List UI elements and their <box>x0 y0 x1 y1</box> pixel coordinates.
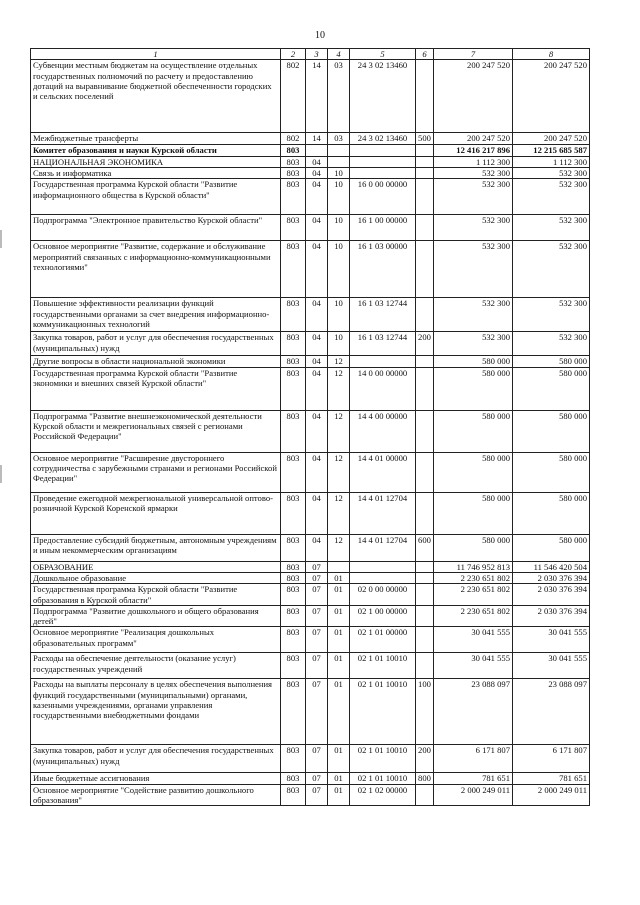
amount-year-1: 532 300 <box>434 179 513 215</box>
amount-year-2: 781 651 <box>513 773 590 784</box>
row-name: Закупка товаров, работ и услуг для обеспечения государственных (муниципальных) нужд <box>31 332 281 356</box>
subsection-code: 01 <box>328 584 350 606</box>
amount-year-2: 580 000 <box>513 452 590 492</box>
row-name: Связь и информатика <box>31 167 281 178</box>
expense-type-code <box>416 60 434 133</box>
amount-year-2: 6 171 807 <box>513 745 590 773</box>
target-article-code: 16 1 03 12744 <box>350 332 416 356</box>
table-row <box>31 144 590 156</box>
department-code: 803 <box>281 332 306 356</box>
department-code: 803 <box>281 584 306 606</box>
table-row <box>31 561 590 572</box>
department-code: 802 <box>281 60 306 133</box>
expense-type-code: 800 <box>416 773 434 784</box>
section-code: 07 <box>306 784 328 806</box>
section-code: 07 <box>306 572 328 583</box>
page-number: 10 <box>315 30 325 41</box>
department-code: 803 <box>281 605 306 627</box>
expense-type-code <box>416 179 434 215</box>
amount-year-2: 200 247 520 <box>513 133 590 144</box>
table-row <box>31 60 590 133</box>
amount-year-2: 532 300 <box>513 241 590 298</box>
amount-year-2: 200 247 520 <box>513 60 590 133</box>
section-code: 07 <box>306 605 328 627</box>
target-article-code: 24 3 02 13460 <box>350 60 416 133</box>
target-article-code <box>350 572 416 583</box>
expense-type-code <box>416 410 434 452</box>
section-code: 14 <box>306 60 328 133</box>
table-row <box>31 156 590 167</box>
expense-type-code <box>416 356 434 367</box>
target-article-code: 02 1 01 10010 <box>350 773 416 784</box>
column-header: 3 <box>306 49 328 60</box>
column-header: 8 <box>513 49 590 60</box>
table-row <box>31 367 590 410</box>
expense-type-code: 200 <box>416 332 434 356</box>
amount-year-2: 23 088 097 <box>513 679 590 745</box>
amount-year-1: 200 247 520 <box>434 60 513 133</box>
table-row <box>31 773 590 784</box>
department-code: 803 <box>281 534 306 561</box>
target-article-code: 24 3 02 13460 <box>350 133 416 144</box>
amount-year-1: 580 000 <box>434 356 513 367</box>
expense-type-code <box>416 627 434 653</box>
amount-year-1: 781 651 <box>434 773 513 784</box>
subsection-code: 10 <box>328 241 350 298</box>
row-name: Государственная программа Курской области "Развитие информационного общества в Курской области" <box>31 179 281 215</box>
amount-year-1: 2 230 651 802 <box>434 605 513 627</box>
department-code: 803 <box>281 745 306 773</box>
target-article-code: 02 1 01 10010 <box>350 653 416 679</box>
amount-year-1: 580 000 <box>434 367 513 410</box>
section-code: 04 <box>306 356 328 367</box>
row-name: Субвенции местным бюджетам на осуществление отдельных государственных полномочий по расчету и предоставлению дотаций на выравнивание бюджетной обеспеченности городских и сельских поселений <box>31 60 281 133</box>
expense-type-code <box>416 572 434 583</box>
section-code: 04 <box>306 298 328 332</box>
expense-type-code: 600 <box>416 534 434 561</box>
amount-year-2: 2 030 376 394 <box>513 584 590 606</box>
section-code: 04 <box>306 167 328 178</box>
subsection-code: 12 <box>328 492 350 534</box>
target-article-code: 14 0 00 00000 <box>350 367 416 410</box>
amount-year-2: 532 300 <box>513 332 590 356</box>
amount-year-1: 580 000 <box>434 492 513 534</box>
column-header: 2 <box>281 49 306 60</box>
subsection-code: 12 <box>328 534 350 561</box>
department-code: 803 <box>281 561 306 572</box>
target-article-code <box>350 356 416 367</box>
target-article-code: 02 1 01 00000 <box>350 627 416 653</box>
amount-year-1: 23 088 097 <box>434 679 513 745</box>
amount-year-1: 11 746 952 813 <box>434 561 513 572</box>
expense-type-code <box>416 492 434 534</box>
section-code: 04 <box>306 492 328 534</box>
section-code: 07 <box>306 653 328 679</box>
subsection-code: 03 <box>328 133 350 144</box>
section-code: 04 <box>306 215 328 241</box>
amount-year-1: 532 300 <box>434 241 513 298</box>
expense-type-code <box>416 584 434 606</box>
section-code: 04 <box>306 367 328 410</box>
amount-year-2: 30 041 555 <box>513 627 590 653</box>
table-row <box>31 179 590 215</box>
amount-year-1: 580 000 <box>434 452 513 492</box>
column-header: 6 <box>416 49 434 60</box>
target-article-code <box>350 561 416 572</box>
row-name: Межбюджетные трансферты <box>31 133 281 144</box>
section-code <box>306 144 328 156</box>
amount-year-2: 532 300 <box>513 215 590 241</box>
target-article-code <box>350 156 416 167</box>
amount-year-1: 532 300 <box>434 215 513 241</box>
department-code: 803 <box>281 452 306 492</box>
subsection-code: 12 <box>328 452 350 492</box>
subsection-code: 12 <box>328 410 350 452</box>
subsection-code: 01 <box>328 653 350 679</box>
target-article-code: 14 4 00 00000 <box>350 410 416 452</box>
department-code: 803 <box>281 367 306 410</box>
row-name: Основное мероприятие "Реализация дошкольных образовательных программ" <box>31 627 281 653</box>
department-code: 803 <box>281 179 306 215</box>
amount-year-2: 532 300 <box>513 298 590 332</box>
table-row <box>31 605 590 627</box>
subsection-code: 01 <box>328 572 350 583</box>
subsection-code: 01 <box>328 627 350 653</box>
target-article-code <box>350 167 416 178</box>
expense-type-code <box>416 298 434 332</box>
row-name: Другие вопросы в области национальной экономики <box>31 356 281 367</box>
row-name: Подпрограмма "Развитие дошкольного и общего образования детей" <box>31 605 281 627</box>
table-row <box>31 241 590 298</box>
subsection-code: 10 <box>328 179 350 215</box>
amount-year-1: 580 000 <box>434 410 513 452</box>
expense-type-code: 500 <box>416 133 434 144</box>
table-row <box>31 167 590 178</box>
subsection-code: 10 <box>328 167 350 178</box>
amount-year-2: 12 215 685 587 <box>513 144 590 156</box>
subsection-code: 01 <box>328 605 350 627</box>
section-code: 04 <box>306 179 328 215</box>
amount-year-2: 580 000 <box>513 492 590 534</box>
amount-year-1: 2 230 651 802 <box>434 584 513 606</box>
department-code: 803 <box>281 144 306 156</box>
section-code: 04 <box>306 156 328 167</box>
row-name: Комитет образования и науки Курской области <box>31 144 281 156</box>
section-code: 07 <box>306 584 328 606</box>
row-name: Проведение ежегодной межрегиональной универсальной оптово-розничной Курской Коренской ярмарки <box>31 492 281 534</box>
target-article-code: 14 4 01 12704 <box>350 534 416 561</box>
amount-year-2: 2 030 376 394 <box>513 605 590 627</box>
target-article-code: 14 4 01 12704 <box>350 492 416 534</box>
target-article-code: 02 1 02 00000 <box>350 784 416 806</box>
row-name: Подпрограмма "Электронное правительство Курской области" <box>31 215 281 241</box>
amount-year-2: 11 546 420 504 <box>513 561 590 572</box>
target-article-code: 02 1 01 10010 <box>350 679 416 745</box>
department-code: 803 <box>281 773 306 784</box>
department-code: 803 <box>281 653 306 679</box>
amount-year-2: 2 030 376 394 <box>513 572 590 583</box>
target-article-code: 16 1 03 00000 <box>350 241 416 298</box>
subsection-code: 10 <box>328 332 350 356</box>
expense-type-code <box>416 452 434 492</box>
expense-type-code <box>416 561 434 572</box>
subsection-code: 10 <box>328 215 350 241</box>
expense-type-code <box>416 167 434 178</box>
scan-edge-mark <box>0 465 2 483</box>
section-code: 04 <box>306 410 328 452</box>
subsection-code <box>328 561 350 572</box>
amount-year-1: 2 000 249 011 <box>434 784 513 806</box>
amount-year-2: 580 000 <box>513 356 590 367</box>
expense-type-code <box>416 605 434 627</box>
row-name: Повышение эффективности реализации функций государственными органами за счет внедрения информационно-коммуникационных технологий <box>31 298 281 332</box>
department-code: 803 <box>281 356 306 367</box>
target-article-code <box>350 144 416 156</box>
expense-type-code <box>416 215 434 241</box>
subsection-code: 01 <box>328 773 350 784</box>
section-code: 04 <box>306 534 328 561</box>
target-article-code: 02 1 00 00000 <box>350 605 416 627</box>
amount-year-2: 580 000 <box>513 534 590 561</box>
amount-year-1: 200 247 520 <box>434 133 513 144</box>
department-code: 803 <box>281 627 306 653</box>
subsection-code <box>328 156 350 167</box>
subsection-code: 01 <box>328 745 350 773</box>
budget-table <box>30 48 590 806</box>
department-code: 803 <box>281 784 306 806</box>
row-name: Основное мероприятие "Развитие, содержание и обслуживание мероприятий связанных с информационно-коммуникационными технологиями" <box>31 241 281 298</box>
table-row <box>31 492 590 534</box>
department-code: 803 <box>281 679 306 745</box>
target-article-code: 16 1 03 12744 <box>350 298 416 332</box>
amount-year-2: 1 112 300 <box>513 156 590 167</box>
row-name: Основное мероприятие "Расширение двустороннего сотрудничества с зарубежными странами и регионами Российской Федерации" <box>31 452 281 492</box>
target-article-code: 14 4 01 00000 <box>350 452 416 492</box>
table-row <box>31 653 590 679</box>
row-name: Расходы на выплаты персоналу в целях обеспечения выполнения функций государственными (муниципальными) органами, казенными учреждениями, органами управления государственными внебюджетными фондами <box>31 679 281 745</box>
row-name: Основное мероприятие "Содействие развитию дошкольного образования" <box>31 784 281 806</box>
amount-year-1: 12 416 217 896 <box>434 144 513 156</box>
target-article-code: 02 0 00 00000 <box>350 584 416 606</box>
row-name: Дошкольное образование <box>31 572 281 583</box>
amount-year-1: 532 300 <box>434 332 513 356</box>
table-row <box>31 410 590 452</box>
table-row <box>31 784 590 806</box>
table-row <box>31 584 590 606</box>
amount-year-2: 30 041 555 <box>513 653 590 679</box>
amount-year-1: 1 112 300 <box>434 156 513 167</box>
row-name: Иные бюджетные ассигнования <box>31 773 281 784</box>
table-row <box>31 627 590 653</box>
column-header: 4 <box>328 49 350 60</box>
section-code: 04 <box>306 452 328 492</box>
section-code: 07 <box>306 627 328 653</box>
row-name: Государственная программа Курской области "Развитие образования в Курской области" <box>31 584 281 606</box>
expense-type-code: 200 <box>416 745 434 773</box>
section-code: 07 <box>306 745 328 773</box>
row-name: Государственная программа Курской области "Развитие экономики и внешних связей Курской области" <box>31 367 281 410</box>
table-row <box>31 332 590 356</box>
table-row <box>31 356 590 367</box>
section-code: 07 <box>306 561 328 572</box>
department-code: 803 <box>281 215 306 241</box>
amount-year-2: 532 300 <box>513 167 590 178</box>
amount-year-1: 532 300 <box>434 167 513 178</box>
expense-type-code <box>416 653 434 679</box>
section-code: 04 <box>306 241 328 298</box>
expense-type-code <box>416 156 434 167</box>
department-code: 803 <box>281 156 306 167</box>
subsection-code: 10 <box>328 298 350 332</box>
scan-edge-mark <box>0 230 2 248</box>
section-code: 07 <box>306 773 328 784</box>
subsection-code: 03 <box>328 60 350 133</box>
department-code: 803 <box>281 167 306 178</box>
amount-year-2: 2 000 249 011 <box>513 784 590 806</box>
department-code: 803 <box>281 298 306 332</box>
row-name: НАЦИОНАЛЬНАЯ ЭКОНОМИКА <box>31 156 281 167</box>
target-article-code: 02 1 01 10010 <box>350 745 416 773</box>
table-row <box>31 452 590 492</box>
amount-year-1: 2 230 651 802 <box>434 572 513 583</box>
row-name: Закупка товаров, работ и услуг для обеспечения государственных (муниципальных) нужд <box>31 745 281 773</box>
table-row <box>31 133 590 144</box>
table-row <box>31 298 590 332</box>
amount-year-2: 532 300 <box>513 179 590 215</box>
subsection-code: 01 <box>328 784 350 806</box>
subsection-code: 12 <box>328 367 350 410</box>
row-name: Подпрограмма "Развитие внешнеэкономической деятельности Курской области и межрегиональных связей с регионами Российской Федерации" <box>31 410 281 452</box>
amount-year-2: 580 000 <box>513 410 590 452</box>
department-code: 803 <box>281 572 306 583</box>
amount-year-1: 532 300 <box>434 298 513 332</box>
row-name: Предоставление субсидий бюджетным, автономным учреждениям и иным некоммерческим организациям <box>31 534 281 561</box>
amount-year-1: 30 041 555 <box>434 653 513 679</box>
section-code: 07 <box>306 679 328 745</box>
table-row <box>31 745 590 773</box>
amount-year-1: 580 000 <box>434 534 513 561</box>
department-code: 803 <box>281 241 306 298</box>
expense-type-code <box>416 241 434 298</box>
amount-year-2: 580 000 <box>513 367 590 410</box>
column-header: 5 <box>350 49 416 60</box>
table-row <box>31 534 590 561</box>
row-name: Расходы на обеспечение деятельности (оказание услуг) государственных учреждений <box>31 653 281 679</box>
expense-type-code <box>416 367 434 410</box>
table-row <box>31 572 590 583</box>
subsection-code: 01 <box>328 679 350 745</box>
header-row <box>31 49 590 60</box>
table-row <box>31 679 590 745</box>
expense-type-code <box>416 144 434 156</box>
amount-year-1: 30 041 555 <box>434 627 513 653</box>
department-code: 802 <box>281 133 306 144</box>
column-header: 7 <box>434 49 513 60</box>
target-article-code: 16 0 00 00000 <box>350 179 416 215</box>
department-code: 803 <box>281 492 306 534</box>
row-name: ОБРАЗОВАНИЕ <box>31 561 281 572</box>
subsection-code: 12 <box>328 356 350 367</box>
column-header: 1 <box>31 49 281 60</box>
subsection-code <box>328 144 350 156</box>
amount-year-1: 6 171 807 <box>434 745 513 773</box>
department-code: 803 <box>281 410 306 452</box>
section-code: 14 <box>306 133 328 144</box>
table-row <box>31 215 590 241</box>
expense-type-code <box>416 784 434 806</box>
expense-type-code: 100 <box>416 679 434 745</box>
target-article-code: 16 1 00 00000 <box>350 215 416 241</box>
section-code: 04 <box>306 332 328 356</box>
